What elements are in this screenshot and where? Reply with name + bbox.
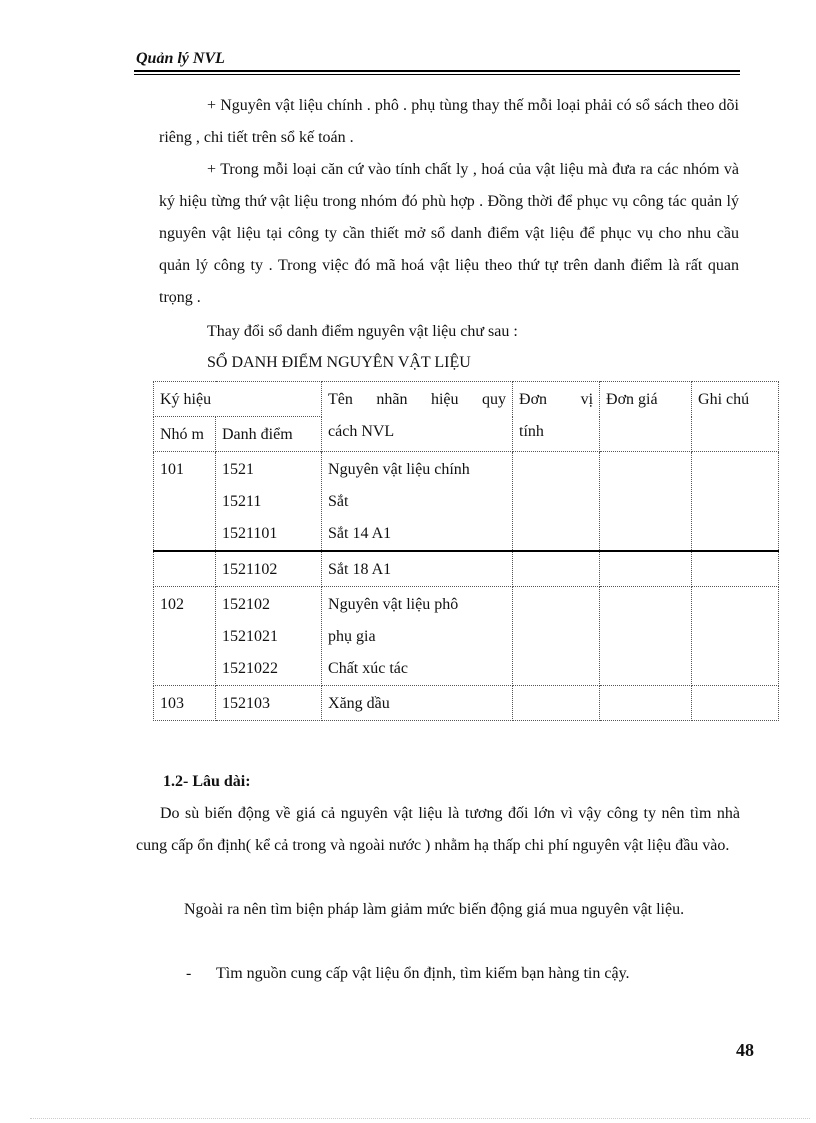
danh-diem-value: 1521101 (222, 525, 278, 542)
cell-nhom: 102 (154, 587, 216, 686)
cell-don-vi (513, 587, 600, 686)
header-rule-thick (134, 70, 740, 72)
cell-nhom: 101 (154, 452, 216, 552)
danh-diem-value: 1521102 (222, 561, 278, 578)
cell-ten (322, 686, 513, 721)
cell-ghi-chu (692, 452, 779, 552)
danh-diem-table (153, 381, 779, 721)
header-don-vi-line2: tính (519, 423, 544, 440)
danh-diem-value: 1521 (222, 461, 254, 478)
footer-divider (30, 1118, 810, 1119)
table-row (154, 686, 779, 721)
header-nhom: Nhó m (154, 417, 216, 452)
ten-value: phụ gia (328, 628, 376, 645)
cell-danh-diem (216, 686, 322, 721)
bullet-item: Tìm nguồn cung cấp vật liệu ổn định, tìm kiếm bạn hàng tin cậy. (216, 965, 630, 982)
table-header-row (154, 382, 779, 417)
bullet-dash: - (186, 965, 192, 982)
header-ky-hieu: Ký hiệu (154, 382, 322, 417)
cell-ghi-chu (692, 686, 779, 721)
cell-ghi-chu (692, 587, 779, 686)
table-title: SỔ DANH ĐIỂM NGUYÊN VẬT LIỆU (207, 354, 471, 371)
cell-danh-diem (216, 551, 322, 587)
paragraph-6: Ngoài ra nên tìm biện pháp làm giảm mức biến động giá mua nguyên vật liệu. (184, 901, 685, 918)
cell-danh-diem (216, 587, 322, 686)
paragraph-3: Thay đổi sổ danh điểm nguyên vật liệu chư sau : (207, 323, 518, 340)
cell-ghi-chu (692, 551, 779, 587)
header-don-vi (513, 382, 600, 452)
danh-diem-value: 1521021 (222, 628, 278, 645)
section-heading: 1.2- Lâu dài: (163, 773, 251, 790)
header-danh-diem: Danh điểm (216, 417, 322, 452)
danh-diem-value: 152102 (222, 596, 270, 613)
paragraph-1: + Nguyên vật liệu chính . phô . phụ tùng thay thế mỗi loại phải có sổ sách theo dõi riêng , chi tiết trên sổ kế toán . (159, 97, 739, 146)
ten-value: Chất xúc tác (328, 660, 408, 677)
header-ten-line2: cách NVL (328, 423, 395, 440)
table-row (154, 551, 779, 587)
cell-don-gia (600, 452, 692, 552)
cell-don-vi (513, 452, 600, 552)
cell-nhom: 103 (154, 686, 216, 721)
ten-value: Xăng dầu (328, 695, 390, 712)
ten-value: Sắt (328, 493, 349, 510)
cell-danh-diem (216, 452, 322, 552)
ten-value: Nguyên vật liệu phô (328, 596, 459, 613)
paragraph-2: + Trong mỗi loại căn cứ vào tính chất ly , hoá của vật liệu mà đưa ra các nhóm và ký hiệu từng thứ vật liệu trong nhóm đó phù hợp . Đồng thời để phục vụ công tác quản lý nguyên vật liệu tại công ty cần thiết mở sổ danh điểm vật liệu để phục vụ cho nhu cầu quản lý công ty . Trong việc đó mã hoá vật liệu theo thứ tự trên danh điểm là rất quan trọng . (159, 161, 739, 306)
ten-value: Sắt 14 A1 (328, 525, 392, 542)
ten-value: Sắt 18 A1 (328, 561, 392, 578)
cell-don-gia (600, 587, 692, 686)
header-don-gia: Đơn giá (600, 382, 692, 452)
header-ten-nhan-hieu (322, 382, 513, 452)
table-row (154, 587, 779, 686)
cell-nhom (154, 551, 216, 587)
header-ten-line1: Tên nhãn hiệu quy (328, 391, 507, 408)
cell-ten (322, 452, 513, 552)
cell-ten (322, 551, 513, 587)
danh-diem-value: 152103 (222, 695, 270, 712)
paragraph-5: Do sù biến động về giá cả nguyên vật liệu là tương đối lớn vì vậy công ty nên tìm nhà cung cấp ổn định( kể cả trong và ngoài nước ) nhằm hạ thấp chi phí nguyên vật liệu đầu vào. (136, 805, 740, 854)
cell-don-vi (513, 551, 600, 587)
header-rule-thin (134, 74, 740, 75)
danh-diem-value: 1521022 (222, 660, 278, 677)
page-number: 48 (736, 1040, 754, 1060)
cell-don-vi (513, 686, 600, 721)
header-ghi-chu: Ghi chú (692, 382, 779, 452)
cell-don-gia (600, 551, 692, 587)
header-title: Quản lý NVL (136, 50, 225, 67)
ten-value: Nguyên vật liệu chính (328, 461, 470, 478)
cell-don-gia (600, 686, 692, 721)
header-don-vi-line1: Đơn vị (519, 391, 594, 408)
table-row (154, 452, 779, 552)
danh-diem-value: 15211 (222, 493, 262, 510)
cell-ten (322, 587, 513, 686)
